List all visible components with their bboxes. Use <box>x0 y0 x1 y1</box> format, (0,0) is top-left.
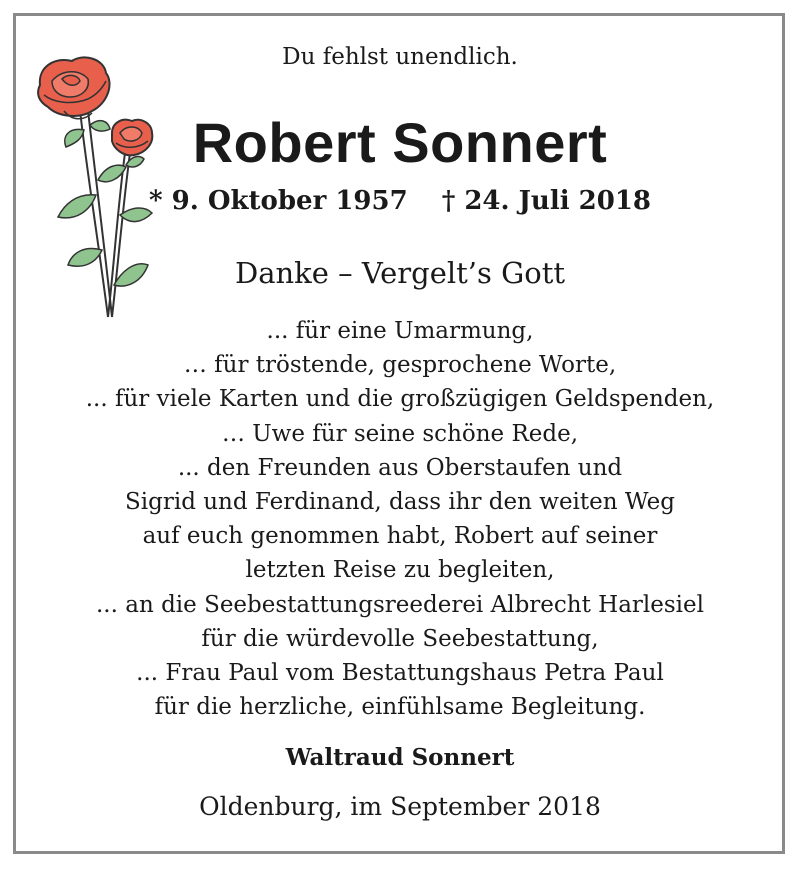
thanks-heading: Danke – Vergelt’s Gott <box>234 256 566 290</box>
thanks-line: letzten Reise zu begleiten, <box>245 557 555 584</box>
birth-date: * 9. Oktober 1957 <box>148 186 408 216</box>
thanks-line: … für tröstende, gesprochene Worte, <box>183 352 617 379</box>
subtitle: Du fehlst unendlich. <box>282 44 518 70</box>
thanks-line: ... für viele Karten und die großzügigen Geldspenden, <box>85 386 715 413</box>
thanks-line: … Uwe für seine schöne Rede, <box>221 420 579 447</box>
place-date: Oldenburg, im September 2018 <box>199 792 601 821</box>
signature: Waltraud Sonnert <box>285 744 515 771</box>
thanks-line: Sigrid und Ferdinand, dass ihr den weiten Weg <box>125 489 675 516</box>
thanks-line: auf euch genommen habt, Robert auf seiner <box>142 523 658 550</box>
thanks-line: für die herzliche, einfühlsame Begleitung. <box>154 694 646 721</box>
thanks-line: ... für eine Umarmung, <box>266 318 534 344</box>
death-date: † 24. Juli 2018 <box>441 186 651 216</box>
thanks-line: ... Frau Paul vom Bestattungshaus Petra Paul <box>136 660 664 687</box>
thanks-text <box>0 314 800 724</box>
thanks-line: ... den Freunden aus Oberstaufen und <box>177 454 623 481</box>
deceased-name: Robert Sonnert <box>192 111 608 174</box>
thanks-line: ... an die Seebestattungsreederei Albrecht Harlesiel <box>95 591 705 618</box>
thanks-line: für die würdevolle Seebestattung, <box>201 625 599 652</box>
life-dates <box>0 186 800 216</box>
